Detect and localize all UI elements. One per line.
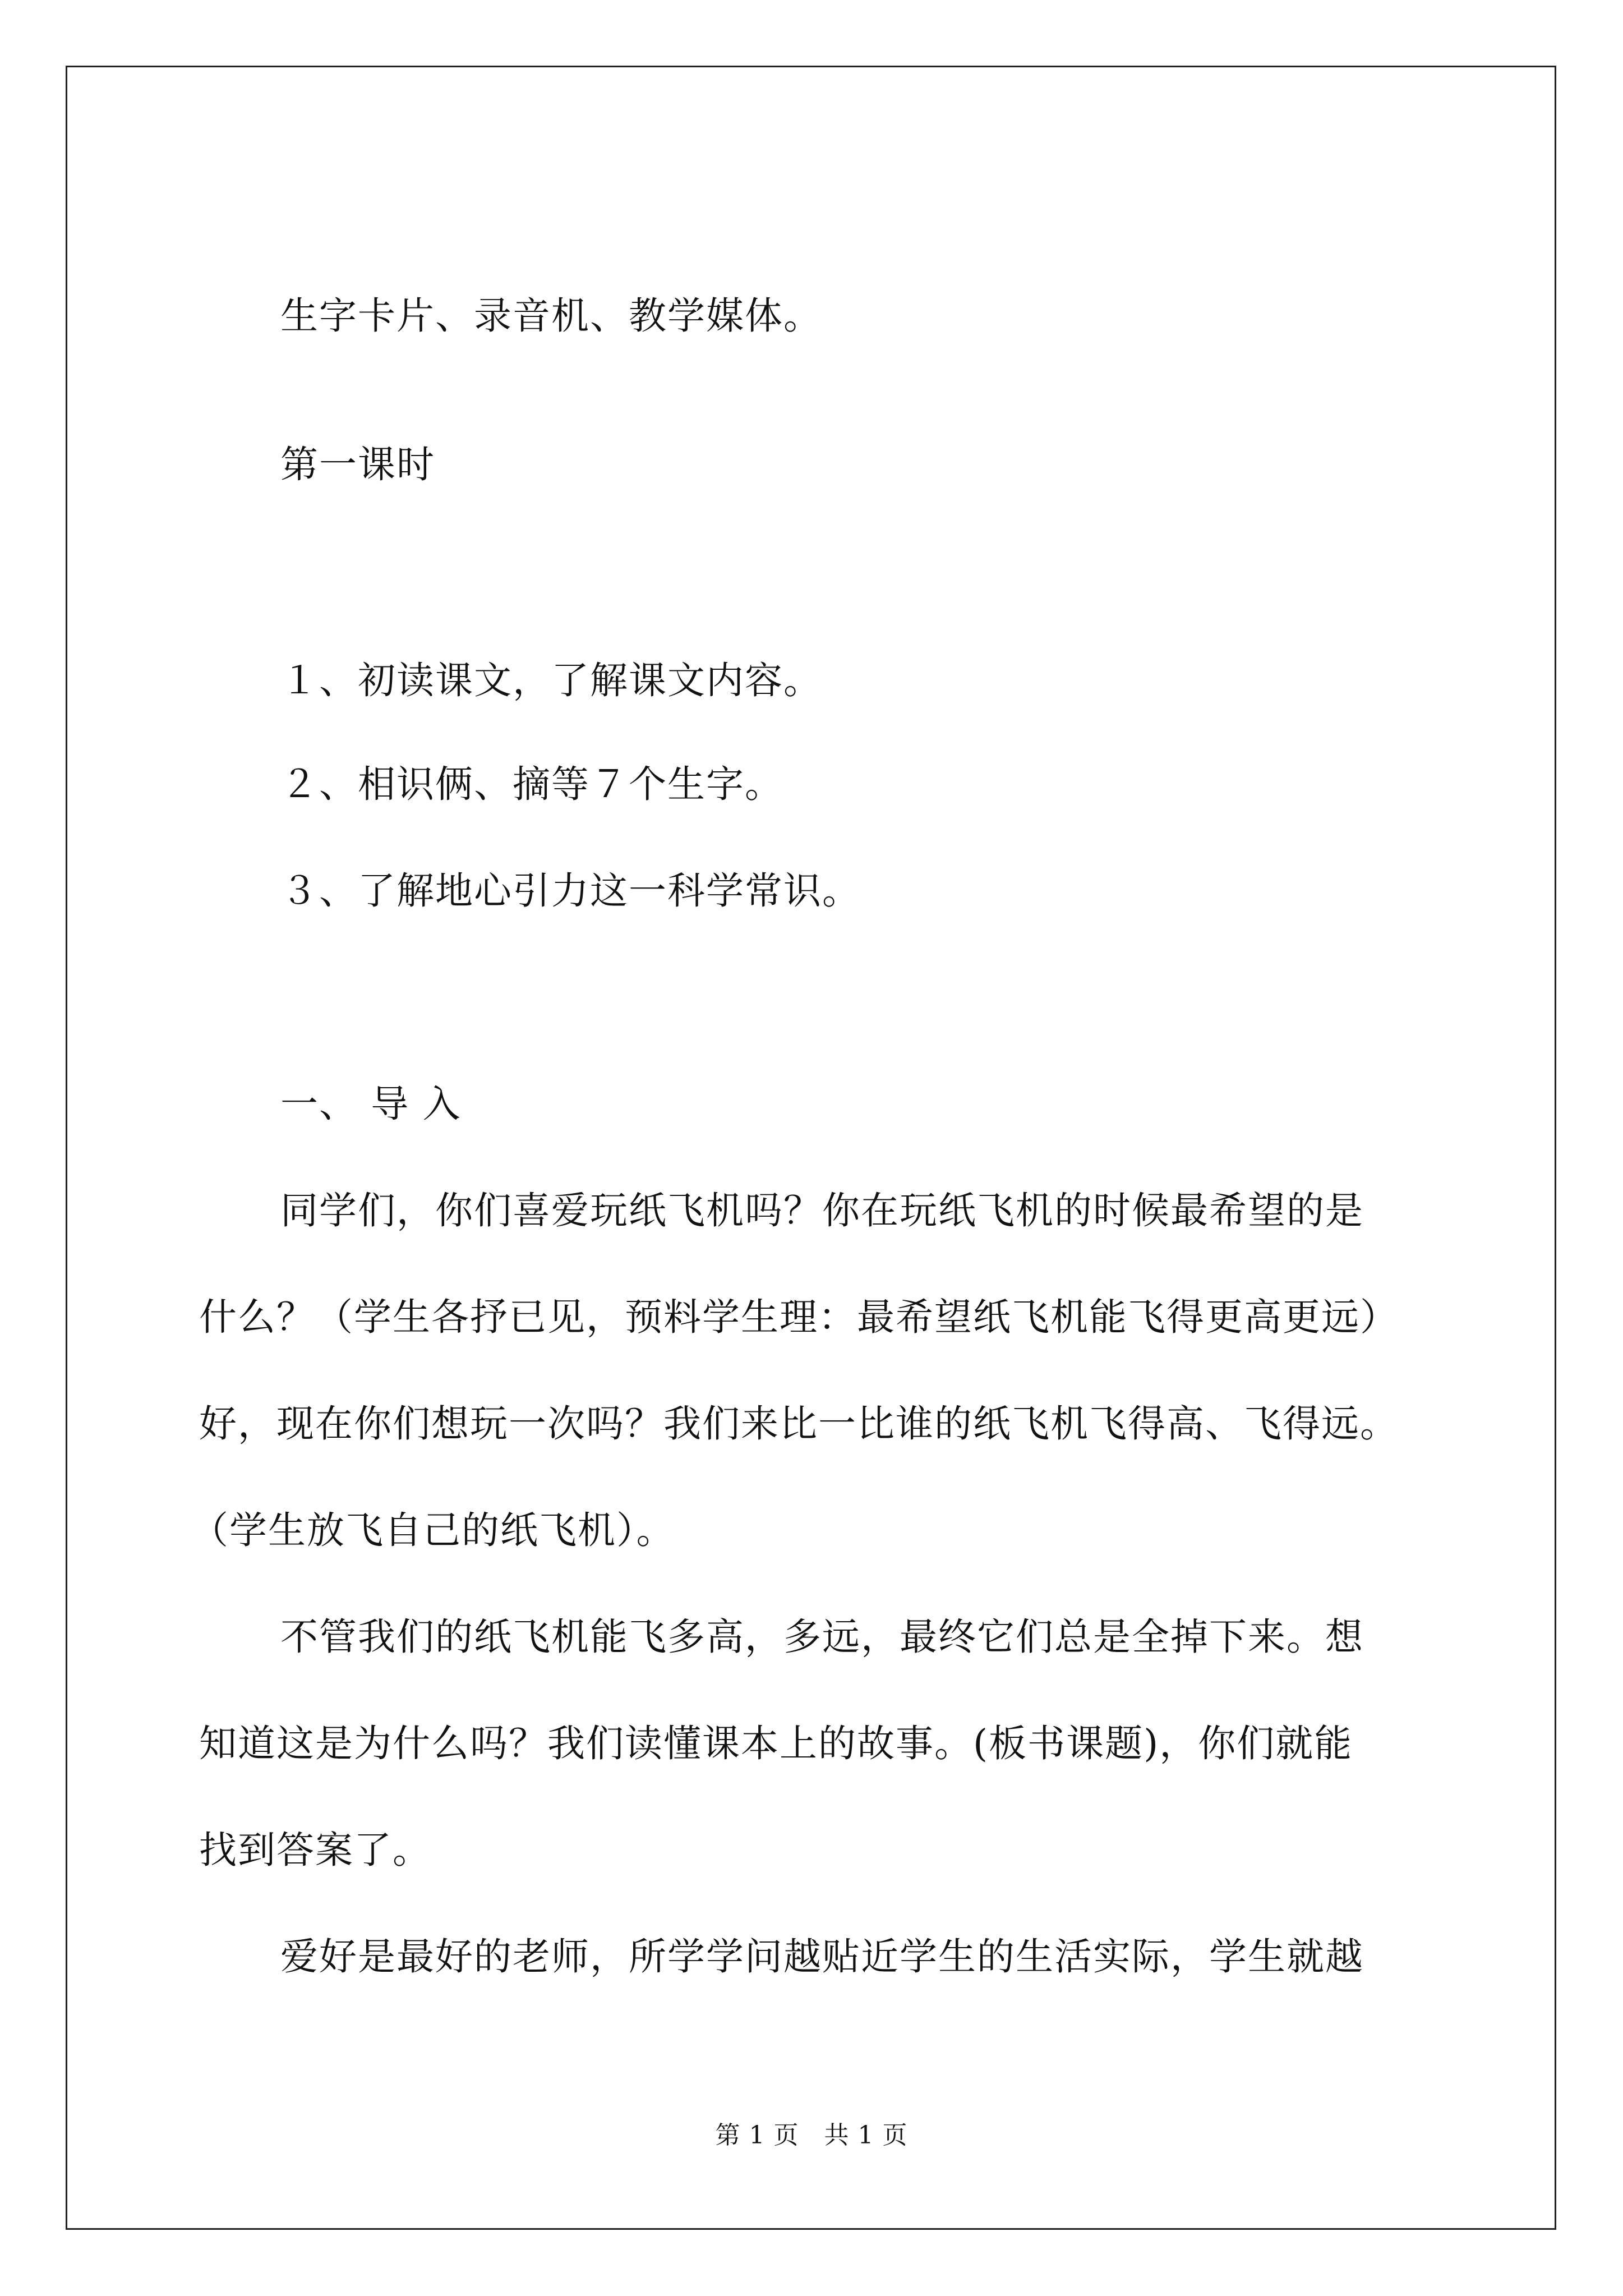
text-line: 什么？（学生各抒已见，预料学生理：最希望纸飞机能飞得更高更远） <box>199 1295 1399 1339</box>
text-line: 生字卡片、录音机、教学媒体。 <box>280 294 822 338</box>
page-number-footer: 第 1 页 共 1 页 <box>715 2121 908 2150</box>
text-line: 同学们，你们喜爱玩纸飞机吗？你在玩纸飞机的时候最希望的是 <box>280 1189 1364 1232</box>
text-line: ３、了解地心引力这一科学常识。 <box>280 869 861 913</box>
page-border <box>66 66 1556 2230</box>
text-line: 好，现在你们想玩一次吗？我们来比一比谁的纸飞机飞得高、飞得远。 <box>199 1402 1399 1446</box>
text-line: 找到答案了。 <box>199 1828 431 1872</box>
text-line: 知道这是为什么吗？我们读懂课本上的故事。(板书课题)，你们就能 <box>199 1722 1353 1765</box>
text-line: １、初读课文，了解课文内容。 <box>280 659 822 702</box>
text-line: 不管我们的纸飞机能飞多高，多远，最终它们总是全掉下来。想 <box>280 1615 1364 1659</box>
text-line: 爱好是最好的老师，所学学问越贴近学生的生活实际，学生就越 <box>280 1935 1364 1978</box>
text-line: 第一课时 <box>280 443 435 486</box>
section-heading: 一、 导 入 <box>280 1082 462 1126</box>
text-line: ２、相识俩、摘等７个生字。 <box>280 762 783 806</box>
text-line: （学生放飞自己的纸飞机）。 <box>191 1508 675 1552</box>
